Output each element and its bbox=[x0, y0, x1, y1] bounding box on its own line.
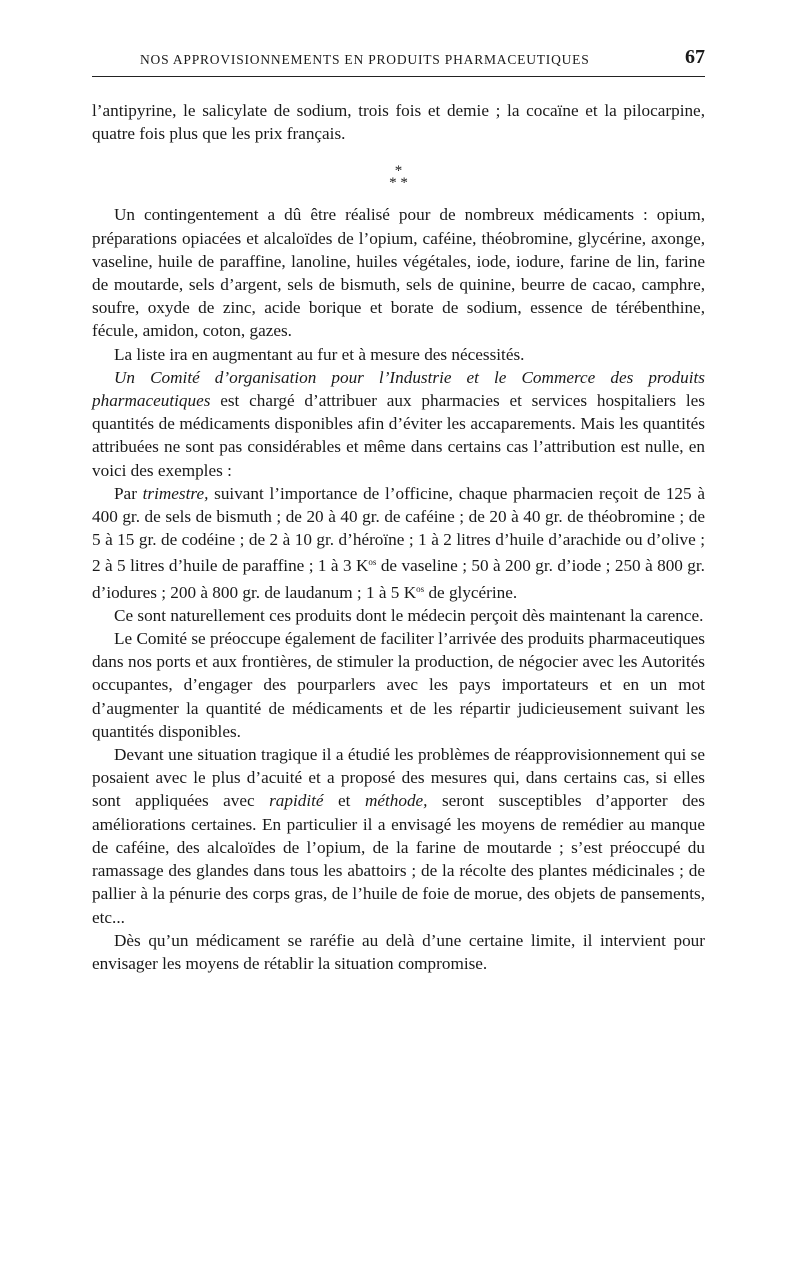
tragic-text-c: seront susceptibles d’apporter des améliorations certaines. En particulier il a envisagé les moyens de remédier au manque de caféine, des alcaloïdes de l’opium, de la farine de moutarde ; s’est préoccupé du ramassage des glandes dans tous les abattoirs ; de la récolte des plantes médicinales ; de pallier à la pénurie des corps gras, de l’huile de foie de morue, des objets de pansements, etc... bbox=[92, 791, 705, 927]
asterism-top: * bbox=[394, 163, 403, 180]
paragraph-shortage: Ce sont naturellement ces produits dont le médecin perçoit dès maintenant la carence. bbox=[114, 605, 704, 625]
quarterly-sup-2: os bbox=[416, 583, 425, 594]
body-text bbox=[92, 99, 705, 975]
paragraph-quarterly bbox=[92, 482, 705, 604]
page-number: 67 bbox=[685, 46, 705, 68]
quarterly-text-c: de vaseline ; 50 à 200 gr. d’iode ; 250 à 800 gr. d’iodures ; 200 à 800 gr. de laudanum ; 1 à 5 K bbox=[92, 556, 705, 602]
quarterly-text-d: de glycérine. bbox=[424, 582, 518, 602]
paragraph-intervention: Dès qu’un médicament se raréfie au delà d’une certaine limite, il intervient pour envisager les moyens de rétablir la situation compromise. bbox=[92, 930, 705, 973]
committee-text: est chargé d’attribuer aux pharmacies et services hospitaliers les quantités de médicaments disponibles afin d’éviter les accaparements. Mais les quantités attribuées ne sont pas considérables et même dans certains cas l’attribution est nulle, en voici des exemples : bbox=[92, 391, 705, 480]
paragraph-list: La liste ira en augmentant au fur et à mesure des nécessités. bbox=[114, 344, 525, 364]
running-header bbox=[92, 40, 705, 77]
paragraph-contingent: Un contingentement a dû être réalisé pour de nombreux médicaments : opium, préparations opiacées et alcaloïdes de l’opium, caféine, théobromine, glycérine, axonge, vaseline, huile de paraffine, lanoline, huiles végétales, iode, iodure, farine de lin, farine de moutarde, sels d’argent, sels de bismuth, sels de quinine, beurre de cacao, camphre, soufre, oxyde de zinc, acide borique et borate de sodium, essence de térébenthine, fécule, amidon, coton, gazes. bbox=[92, 205, 705, 341]
asterism-separator bbox=[92, 163, 705, 192]
asterism-bottom: * * bbox=[389, 175, 408, 192]
quarterly-italic: trimestre, bbox=[142, 483, 209, 503]
running-title: NOS APPROVISIONNEMENTS EN PRODUITS PHARMACEUTIQUES bbox=[140, 52, 590, 67]
paragraph-committee bbox=[92, 366, 705, 482]
book-page bbox=[92, 40, 705, 975]
tragic-text-a: Devant une situation tragique il a étudié les problèmes de réapprovisionnement qui se posaient avec le plus d’acuité et a proposé des mesures qui, dans certains cas, si elles sont appliquées avec bbox=[92, 745, 705, 811]
paragraph-committee-actions: Le Comité se préoccupe également de faciliter l’arrivée des produits pharmaceutiques dans nos ports et aux frontières, de stimuler la production, de négocier avec les Autorités occupantes, d’engager des pourparlers avec les pays importateurs et en un mot d’augmenter la quantité de médicaments et de les répartir judicieusement suivant les quantités disponibles. bbox=[92, 629, 705, 741]
committee-name: Un Comité d’organisation pour l’Industrie et le Commerce des produits pharmaceutiques bbox=[92, 367, 705, 411]
quarterly-text-a: Par bbox=[114, 483, 143, 503]
paragraph-tragic-situation bbox=[92, 743, 705, 929]
quarterly-text-b: suivant l’importance de l’officine, chaque pharmacien reçoit de 125 à 400 gr. de sels de bismuth ; de 20 à 40 gr. de caféine ; de 20 à 40 gr. de théobromine ; de 5 à 15 gr. de codéine ; de 2 à 10 gr. d’héroïne ; 1 à 2 litres d’huile d’arachide ou d’olive ; 2 à 5 litres d’huile de paraffine ; 1 à 3 K bbox=[92, 483, 705, 576]
tragic-italic-1: rapidité bbox=[269, 791, 324, 811]
tragic-text-b: et bbox=[323, 791, 365, 811]
paragraph-continuation: l’antipyrine, le salicylate de sodium, trois fois et demie ; la cocaïne et la pilocarpine, quatre fois plus que les prix français. bbox=[92, 101, 705, 144]
tragic-italic-2: méthode, bbox=[364, 791, 428, 811]
quarterly-sup-1: os bbox=[368, 557, 377, 568]
